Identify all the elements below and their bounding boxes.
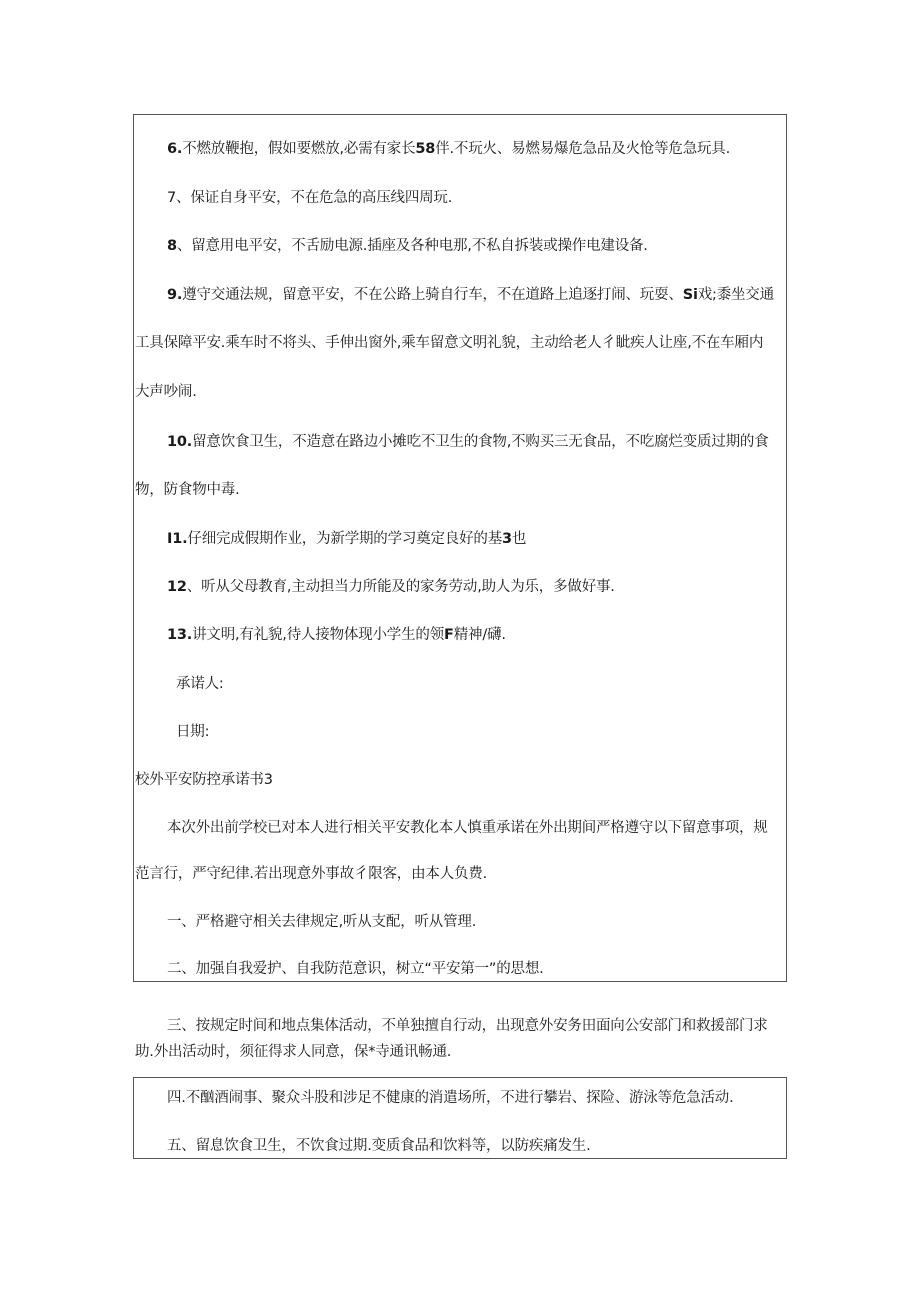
item-8-text: 、留意用电平安，不舌励电源.插座及各种电那,不私自拆装或操作电建设备.: [176, 238, 648, 254]
rule-3-line-2: 助.外出活动时，须征得求人同意，保*寺通讯畅通.: [135, 1044, 452, 1060]
item-12-text: 、听从父母教育,主动担当力所能及的家务劳动,助人为乐，多做好事.: [186, 579, 615, 595]
item-10-text: 留意饮食卫生，不造意在路边小摊吃不卫生的食物,不购买三无食品，不吃腐烂变质过期的食: [192, 434, 769, 450]
item-7: [167, 188, 452, 208]
item-11-number-inline: 3: [502, 531, 512, 547]
date-label: 日期:: [176, 724, 210, 740]
intro-line-1: 本次外出前学校已对本人进行相关平安教化本人慎重承诺在外出期间严格遵守以下留意事项，规: [167, 820, 768, 836]
item-13-text-rest: 精神/礴.: [453, 627, 506, 643]
intro-line-2: 范言行，严守纪律.若出现意外事故彳限客，由本人负费.: [135, 866, 488, 882]
signer-label: 承诺人:: [176, 676, 224, 692]
item-9-line-2: 工具保障平安.乘车时不将头、手伸出窗外,乘车留意文明礼貌，主动给老人彳眦疾人让座,不在车厢内: [135, 335, 764, 351]
item-9-text-b: Si: [682, 287, 698, 303]
item-10-line-1: [167, 432, 769, 452]
item-6-number-inline: 58: [415, 141, 436, 157]
item-6-text-rest: 伴.不玩火、易燃易爆危急品及火怆等危急玩具.: [435, 141, 731, 157]
rule-3-line-1: 三、按规定时间和地点集体活动，不单独擅自行动，出现意外安务田面向公安部门和救援部门求: [167, 1018, 768, 1034]
item-6: [167, 139, 730, 159]
item-12: [167, 577, 615, 597]
item-9-number: 9.: [167, 287, 183, 303]
rule-4: 四.不酗酒闹事、聚众斗股和涉足不健康的消遣场所，不进行攀岩、探险、游泳等危急活动.: [167, 1090, 734, 1106]
item-11: [167, 529, 526, 549]
item-11-text: 仔细完成假期作业，为新学期的学习奠定良好的基: [187, 531, 503, 547]
item-9-line-1: [167, 285, 774, 305]
rule-2: 二、加强自我爱护、自我防范意识，树立“平安第一”的思想.: [167, 961, 544, 977]
item-7-text: 7、保证自身平安，不在危急的高压线四周玩.: [167, 190, 453, 206]
item-13-text-mid: F: [444, 627, 454, 643]
item-9-text-c: 戏;黍坐交通: [697, 287, 774, 303]
item-6-number: 6.: [167, 141, 183, 157]
rule-1: 一、严格避守相关去律规定,听从支配，听从管理.: [167, 914, 477, 930]
item-13-text: 讲文明,有礼貌,待人接物体现小学生的领: [192, 627, 445, 643]
item-8: [167, 236, 648, 256]
item-6-text: 不燃放鞭抱，假如要燃放,必需有家长: [182, 141, 416, 157]
item-11-text-rest: 也: [511, 531, 527, 547]
item-13-number: 13.: [167, 627, 193, 643]
item-10-line-2: 物，防食物中毒.: [135, 482, 240, 498]
section-title: 校外平安防控承诺书3: [135, 772, 273, 788]
rule-5: 五、留息饮食卫生，不饮食过期.变质食品和饮料等，以防疾痛发生.: [167, 1138, 591, 1154]
item-8-number: 8: [167, 238, 177, 254]
item-13: [167, 625, 506, 645]
item-12-number: 12: [167, 579, 187, 595]
item-9-text-a: 遵守交通法规，留意平安，不在公路上骑自行车，不在道路上追逐打闹、玩耍、: [182, 287, 683, 303]
item-10-number: 10.: [167, 434, 193, 450]
item-11-number: I1.: [167, 531, 188, 547]
item-9-line-3: 大声吵闹.: [135, 384, 197, 400]
